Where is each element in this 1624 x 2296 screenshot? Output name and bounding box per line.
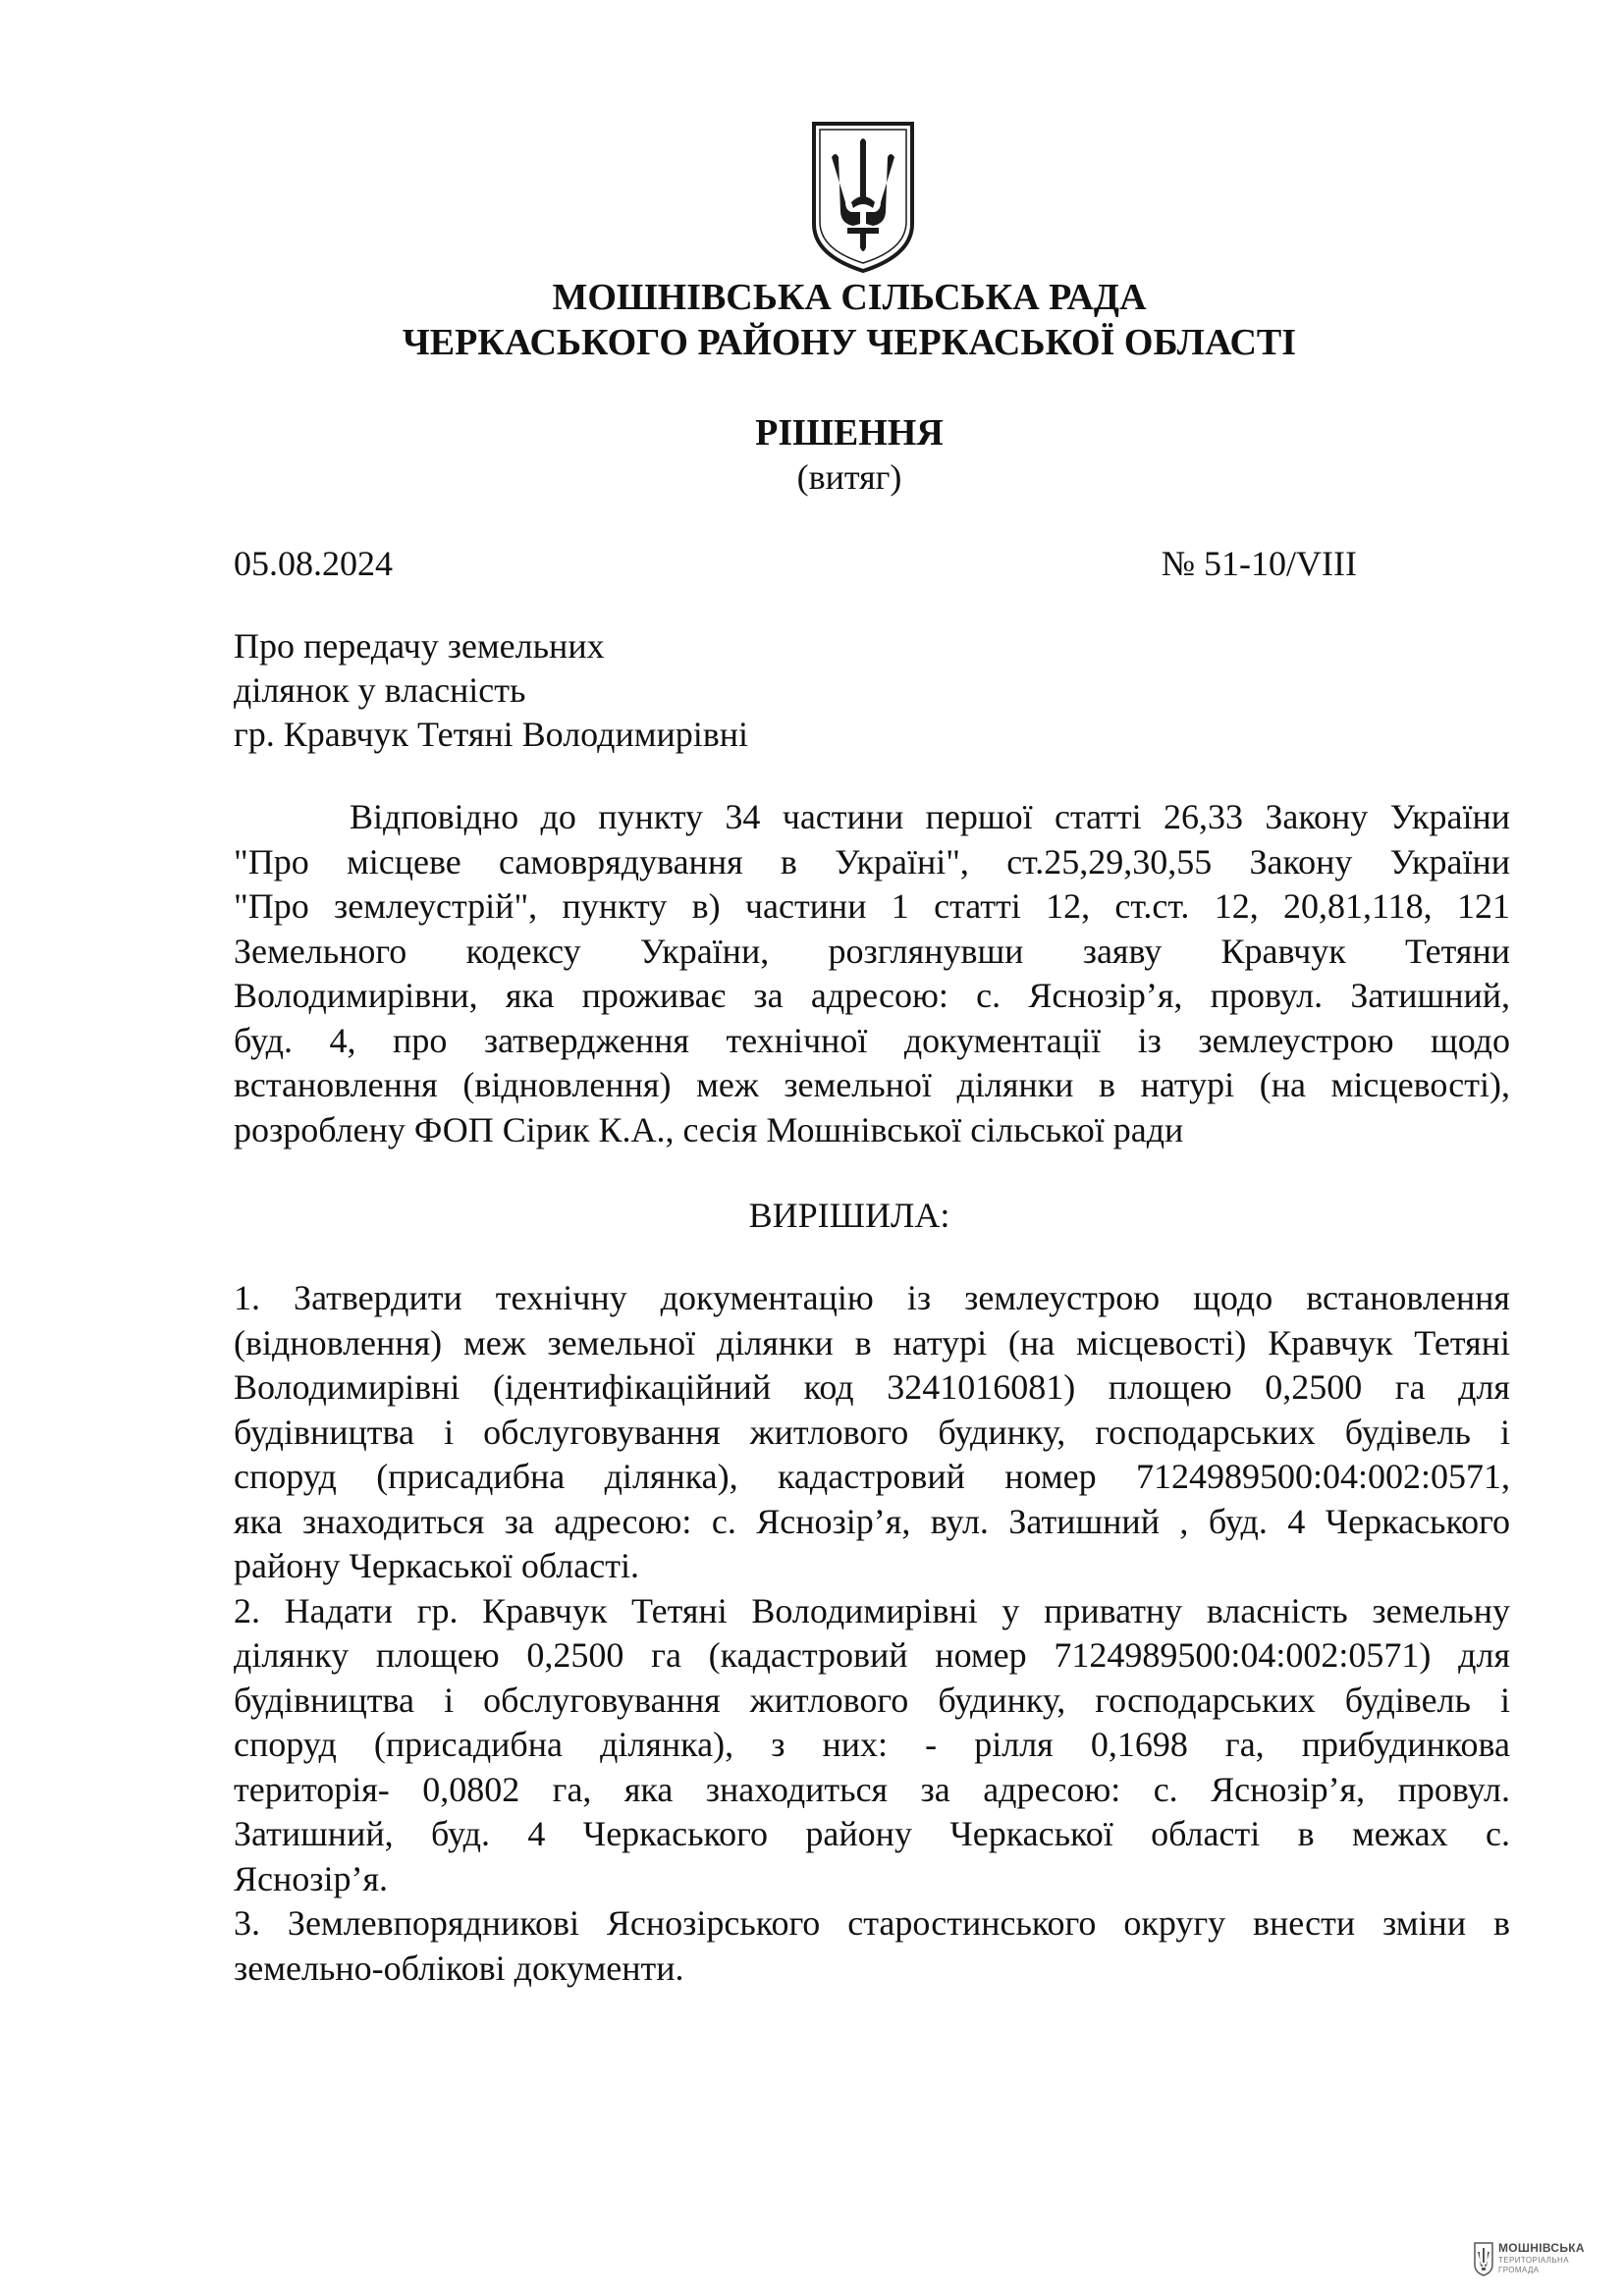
item-line: споруд (присадибна ділянка), з них: - рілля 0,1698 га, прибудинкова [234, 1725, 1510, 1764]
preamble-paragraph [234, 795, 1510, 1152]
preamble-line: розроблену ФОП Сірик К.А., сесія Мошнівської сільської ради [234, 1109, 1184, 1149]
decision-number: № 51-10/VIII [1161, 544, 1357, 583]
preamble-line: "Про місцеве самоврядування в Україні", ст.25,29,30,55 Закону України [234, 841, 1510, 881]
small-trident-icon [1473, 2241, 1494, 2276]
council-district: ЧЕРКАСЬКОГО РАЙОНУ ЧЕРКАСЬКОЇ ОБЛАСТІ [402, 322, 1297, 363]
logo-line-1: МОШНІВСЬКА [1498, 2241, 1585, 2255]
community-logo [1473, 2241, 1585, 2280]
preamble-line: Володимирівни, яка проживає за адресою: с. Яснозір’я, провул. Затишний, [234, 976, 1510, 1015]
document-subtype: (витяг) [796, 457, 902, 497]
item-line: споруд (присадибна ділянка), кадастровий номер 7124989500:04:002:0571, [234, 1457, 1510, 1496]
item-line: яка знаходиться за адресою: с. Яснозір’я, вул. Затишний , буд. 4 Черкаського [234, 1501, 1510, 1541]
resolution-item-3 [234, 1901, 1510, 1991]
decision-subject [234, 624, 748, 757]
item-line: будівництва і обслуговування житлового будинку, господарських будівель і [234, 1680, 1510, 1720]
item-line: будівництва і обслуговування житлового будинку, господарських будівель і [234, 1412, 1510, 1452]
preamble-line: "Про землеустрій", пункту в) частини 1 статті 12, ст.ст. 12, 20,81,118, 121 [234, 886, 1510, 926]
subject-line: ділянок у власність [234, 670, 526, 710]
item-line: 2. Надати гр. Кравчук Тетяні Володимирівні у приватну власність земельну [234, 1590, 1510, 1630]
council-name: МОШНІВСЬКА СІЛЬСЬКА РАДА [552, 277, 1147, 318]
subject-line: гр. Кравчук Тетяні Володимирівні [234, 715, 749, 754]
preamble-line: Відповідно до пункту 34 частини першої статті 26,33 Закону України [350, 797, 1510, 836]
item-line: району Черкаської області. [234, 1546, 639, 1585]
document-type: РІШЕННЯ [755, 412, 944, 454]
preamble-line: буд. 4, про затвердження технічної документації із землеустрою щодо [234, 1020, 1510, 1060]
item-line: Яснозір’я. [234, 1858, 389, 1898]
resolution-item-1 [234, 1276, 1510, 1589]
logo-line-2: ТЕРИТОРІАЛЬНА [1498, 2256, 1569, 2265]
resolution-item-2 [234, 1589, 1510, 1902]
item-line: Володимирівні (ідентифікаційний код 3241016081) площею 0,2500 га для [234, 1367, 1510, 1407]
resolved-heading: ВИРІШИЛА: [748, 1196, 950, 1235]
item-line: ділянку площею 0,2500 га (кадастровий номер 7124989500:04:002:0571) для [234, 1635, 1510, 1675]
item-line: (відновлення) меж земельної ділянки в натурі (на місцевості) Кравчук Тетяні [234, 1322, 1510, 1362]
ukraine-coat-of-arms-icon [808, 118, 918, 275]
logo-line-3: ГРОМАДА [1498, 2266, 1540, 2274]
decision-date: 05.08.2024 [234, 544, 393, 583]
subject-line: Про передачу земельних [234, 626, 605, 666]
preamble-line: встановлення (відновлення) меж земельної ділянки в натурі (на місцевості), [234, 1065, 1510, 1104]
preamble-line: Земельного кодексу України, розглянувши заяву Кравчук Тетяни [234, 931, 1510, 971]
item-line: 3. Землевпорядникові Яснозірського старостинського округу внести зміни в [234, 1903, 1510, 1943]
resolution-items [234, 1276, 1510, 1991]
item-line: територія- 0,0802 га, яка знаходиться за адресою: с. Яснозір’я, провул. [234, 1769, 1510, 1809]
item-line: земельно-облікові документи. [234, 1948, 684, 1988]
item-line: 1. Затвердити технічну документацію із землеустрою щодо встановлення [234, 1278, 1510, 1317]
item-line: Затишний, буд. 4 Черкаського району Черкаської області в межах с. [234, 1814, 1510, 1853]
